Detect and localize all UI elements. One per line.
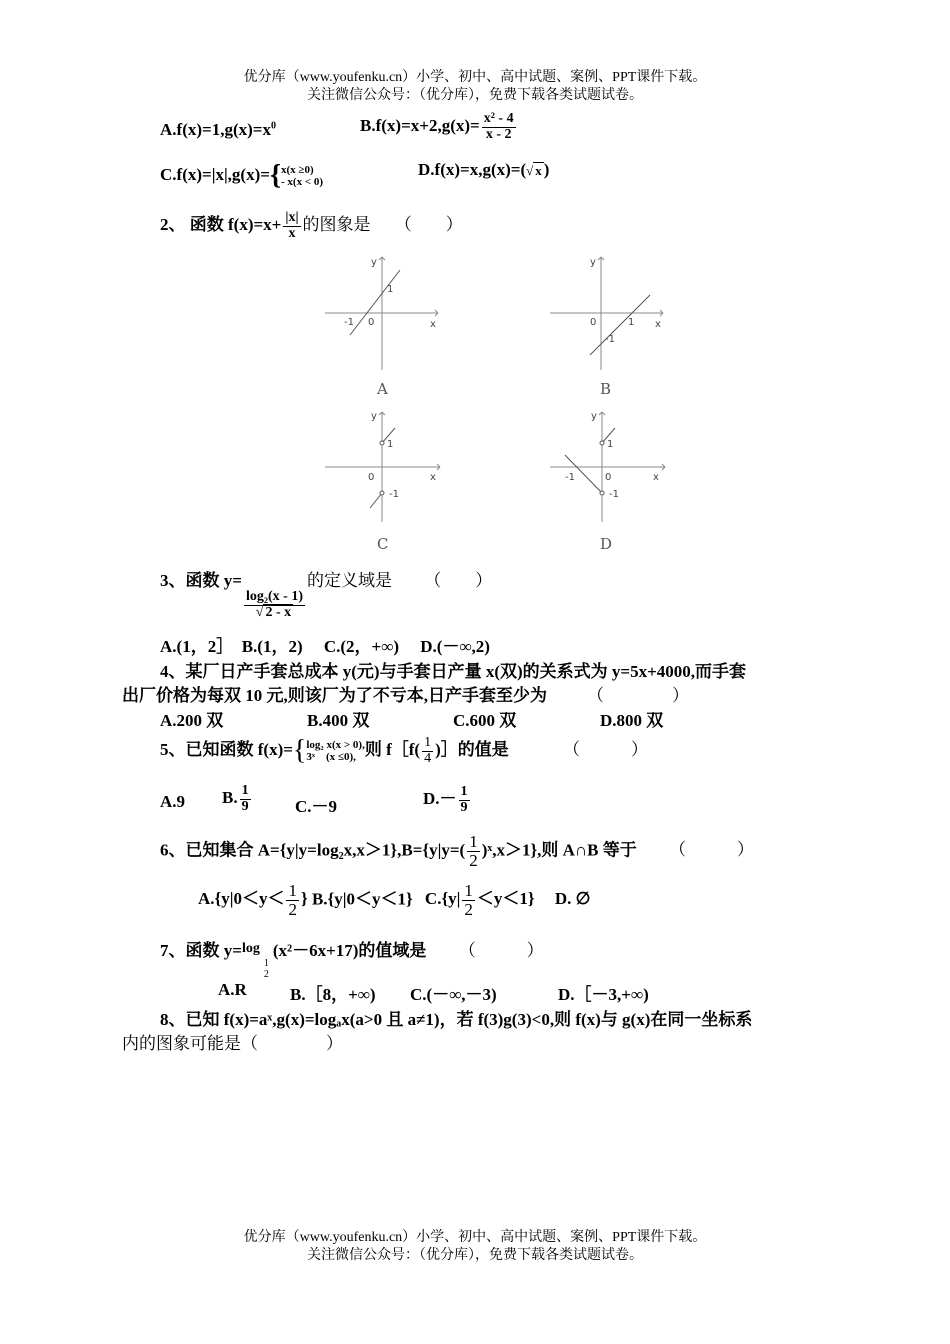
graph-d <box>545 410 670 525</box>
header-line-1: 优分库（www.youfenku.cn）小学、初中、高中试题、案例、PPT课件下载。 <box>243 70 707 85</box>
q5-option-d: D.－ $\frac{1}{9}$ <box>423 783 468 815</box>
q1-option-b: B.f(x)=x+2,g(x)= $\frac{\text{x² - 4}}{x - 2}$ <box>360 111 514 142</box>
graph-c-x-label: x <box>430 472 436 483</box>
q3-options: A.(1，2］ B.(1，2) C.(2，+∞) D.(－∞,2) <box>160 637 490 656</box>
graph-c-y-label: y <box>371 411 377 422</box>
q4-option-b: B.400 双 <box>307 711 370 730</box>
graph-d-origin: 0 <box>605 472 612 483</box>
graph-c-tick-neg1: -1 <box>389 489 399 500</box>
graph-c-label: C <box>377 535 389 553</box>
graph-d-x-label: x <box>653 472 659 483</box>
graph-b-y-label: y <box>590 257 596 268</box>
graph-a-label: A <box>377 380 388 398</box>
footer-line-1: 优分库（www.youfenku.cn）小学、初中、高中试题、案例、PPT课件下载。 <box>243 1230 707 1245</box>
q6-stem: 6、已知集合 A={y|y=log₂x,x＞1},B={y|y=( $\frac{1}{2}$ )ˣ,x＞1},则 A∩B 等于 （ ） <box>160 832 754 870</box>
q4-option-d: D.800 双 <box>600 711 664 730</box>
graph-c-tick-1: 1 <box>387 439 394 450</box>
graph-a <box>320 255 440 375</box>
q7-stem: 7、函数 y=$^{log}$ 1 2 (x²－6x+17)的值域是 （ ） <box>160 941 544 980</box>
graph-a-tick-neg1: -1 <box>344 317 354 328</box>
graph-b-label: B <box>600 380 612 398</box>
q2-stem: 2、 函数 f(x)=x+ $\frac{|x|}{x}$ 的图象是 （ ） <box>160 209 463 241</box>
q5-option-c: C.－9 <box>295 797 338 816</box>
header-line-2: 关注微信公众号：（优分库），免费下载各类试题试卷。 <box>307 88 643 103</box>
q7-option-d: D.［－3,+∞) <box>558 985 649 1004</box>
q5-option-b: B. $\frac{1}{9}$ <box>222 783 249 814</box>
graph-a-y-label: y <box>371 257 377 268</box>
graph-b-tick-neg1: -1 <box>605 334 615 345</box>
graph-b-x-label: x <box>655 319 661 330</box>
q6-option-a: A.{y|0＜y＜ $\frac{1}{2}$ } <box>198 881 308 919</box>
graph-a-x-label: x <box>430 319 436 330</box>
q1-option-c: C.f(x)=|x|,g(x)={ x(x ≥0) - x(x < 0) <box>160 160 324 191</box>
q4-option-a: A.200 双 <box>160 711 224 730</box>
q4-line-1: 4、某厂日产手套总成本 y(元)与手套日产量 x(双)的关系式为 y=5x+4000,而手套 <box>160 662 747 681</box>
graph-d-y-label: y <box>591 411 597 422</box>
footer-line-2: 关注微信公众号：（优分库），免费下载各类试题试卷。 <box>307 1248 643 1263</box>
q7-option-c: C.(－∞,－3) <box>410 985 497 1004</box>
graph-d-tick-neg1-x: -1 <box>565 472 575 483</box>
q8-line-2: 内的图象可能是（ ） <box>122 1034 343 1053</box>
q7-option-b: B.［8，+∞) <box>290 985 376 1004</box>
graph-d-label: D <box>600 535 613 553</box>
graph-b-origin: 0 <box>590 317 597 328</box>
q6-option-d: D. ∅ <box>554 889 591 909</box>
graph-c-origin: 0 <box>368 472 375 483</box>
graph-d-tick-neg1-y: -1 <box>609 489 619 500</box>
graph-c <box>320 410 445 525</box>
q6-options <box>198 882 590 919</box>
graph-b-tick-1: 1 <box>628 317 635 328</box>
q1-option-a: $A.f(x)=1,g(x)=x^0$ <box>160 120 276 139</box>
graph-a-origin: 0 <box>368 317 375 328</box>
q5-stem: 5、已知函数 f(x)={ log₂ x(x > 0), 3ˣ (x ≤0), 则 f［f( $\frac{1}{4}$ )］的值是 （ ） <box>160 734 648 767</box>
q6-option-c: C.{y| $\frac{1}{2}$ ＜y＜1} <box>424 881 535 919</box>
graph-b <box>545 255 665 375</box>
graph-a-tick-1: 1 <box>387 284 394 295</box>
q1-option-d: D.f(x)=x,g(x)=(√ x ) <box>418 160 550 179</box>
q5-option-a: A.9 <box>160 792 186 811</box>
q4-line-2: 出厂价格为每双 10 元,则该厂为了不亏本,日产手套至少为 （ ） <box>122 686 689 705</box>
graph-d-tick-1: 1 <box>607 439 614 450</box>
q6-option-b: B.{y|0＜y＜1} <box>311 889 413 909</box>
q4-option-c: C.600 双 <box>453 711 517 730</box>
q3-stem: 3、函数 y= $\frac{\text{log₂(x - 1)}}{√ 2 - x}$ 的定义域是 （ ） <box>160 571 493 620</box>
q8-line-1: 8、已知 f(x)=aˣ,g(x)=logₐx(a>0 且 a≠1)，若 f(3)g(3)<0,则 f(x)与 g(x)在同一坐标系 <box>160 1010 753 1029</box>
q7-option-a: A.R <box>218 980 247 999</box>
